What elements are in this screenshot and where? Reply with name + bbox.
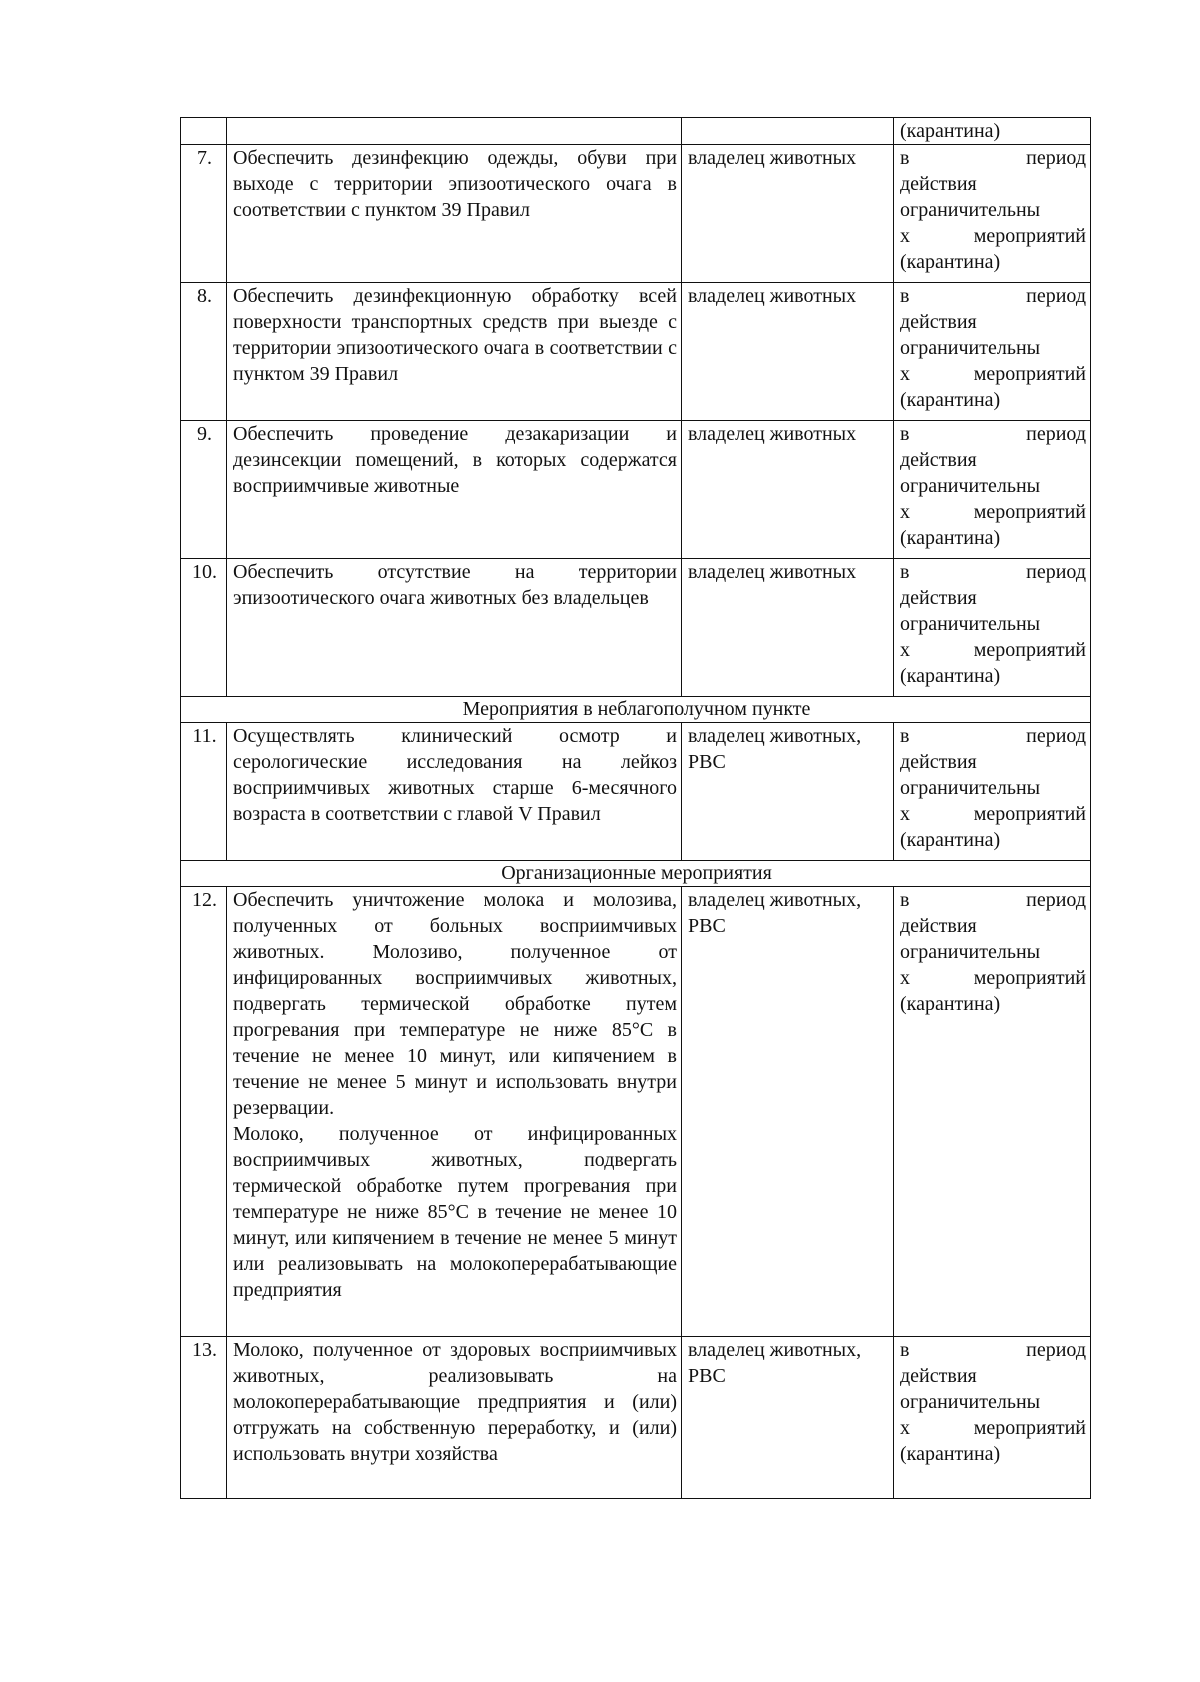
term-word: х: [900, 225, 910, 247]
term-line: (карантина): [900, 829, 1001, 851]
action-cell: Обеспечить дезинфекционную обработку всей поверхности транспортных средств при выезде с территории эпизоотического очага в соответствии с пунктом 39 Правил: [227, 283, 682, 421]
term-word: в: [900, 1339, 910, 1361]
term-word: период: [1026, 889, 1086, 911]
term-word: мероприятий: [973, 363, 1086, 385]
term-line: (карантина): [900, 389, 1001, 411]
measures-table: [180, 117, 1091, 1499]
term-word: мероприятий: [973, 639, 1086, 661]
row-number: 7.: [181, 145, 227, 283]
term-word: мероприятий: [973, 967, 1086, 989]
term-line: ограничительны: [900, 475, 1041, 497]
term-line: (карантина): [900, 665, 1001, 687]
term-word: х: [900, 967, 910, 989]
section-title: Мероприятия в неблагополучном пункте: [181, 697, 1091, 723]
term-cell: [894, 723, 1091, 861]
number-cell: [181, 118, 227, 145]
term-line: действия: [900, 587, 977, 609]
action-cell: Обеспечить дезинфекцию одежды, обуви при выходе с территории эпизоотического очага в соответствии с пунктом 39 Правил: [227, 145, 682, 283]
action-paragraph: Обеспечить уничтожение молока и молозива, полученных от больных восприимчивых животных. Молозиво, полученное от инфицированных восприимчивых животных, подвергать термической обработке путем прогревания при температуре не ниже 85°C в течение не менее 10 минут, или кипячением в течение не менее 5 минут и использовать внутри резервации.: [233, 889, 677, 1119]
term-line: ограничительны: [900, 941, 1041, 963]
term-word: в: [900, 423, 910, 445]
table-row: [181, 887, 1091, 1337]
section-header-row: [181, 697, 1091, 723]
action-cell: Молоко, полученное от здоровых восприимчивых животных, реализовывать на молокоперерабатывающие предприятия и (или) отгружать на собственную переработку, и (или) использовать внутри хозяйства: [227, 1337, 682, 1499]
action-cell: Обеспечить отсутствие на территории эпизоотического очага животных без владельцев: [227, 559, 682, 697]
responsible-cell: владелец животных, РВС: [682, 887, 894, 1337]
action-paragraph: Молоко, полученное от инфицированных восприимчивых животных, подвергать термической обработке путем прогревания при температуре не ниже 85°C в течение не менее 10 минут, или кипячением в течение не менее 5 минут или реализовывать на молокоперерабатывающие предприятия: [233, 1123, 677, 1301]
table-row: [181, 559, 1091, 697]
term-word: мероприятий: [973, 1417, 1086, 1439]
term-word: х: [900, 639, 910, 661]
responsible-cell: владелец животных: [682, 421, 894, 559]
term-word: период: [1026, 725, 1086, 747]
responsible-cell: владелец животных: [682, 283, 894, 421]
term-word: х: [900, 803, 910, 825]
row-number: 9.: [181, 421, 227, 559]
term-word: мероприятий: [973, 501, 1086, 523]
table-row: [181, 421, 1091, 559]
term-cell: [894, 421, 1091, 559]
section-title: Организационные мероприятия: [181, 861, 1091, 887]
term-word: х: [900, 363, 910, 385]
term-word: х: [900, 501, 910, 523]
action-cell: [227, 118, 682, 145]
term-word: в: [900, 561, 910, 583]
term-cell: (карантина): [894, 118, 1091, 145]
responsible-cell: владелец животных: [682, 559, 894, 697]
term-cell: [894, 1337, 1091, 1499]
term-word: период: [1026, 561, 1086, 583]
term-line: (карантина): [900, 527, 1001, 549]
table-row: [181, 1337, 1091, 1499]
action-cell: Осуществлять клинический осмотр и серологические исследования на лейкоз восприимчивых животных старше 6-месячного возраста в соответствии с главой V Правил: [227, 723, 682, 861]
table-row-continuation: [181, 118, 1091, 145]
action-cell: [227, 887, 682, 1337]
term-cell: [894, 283, 1091, 421]
term-line: действия: [900, 751, 977, 773]
row-number: 8.: [181, 283, 227, 421]
term-line: действия: [900, 311, 977, 333]
term-word: период: [1026, 1339, 1086, 1361]
term-cell: [894, 887, 1091, 1337]
row-number: 13.: [181, 1337, 227, 1499]
term-line: (карантина): [900, 993, 1001, 1015]
section-header-row: [181, 861, 1091, 887]
table-row: [181, 283, 1091, 421]
term-word: мероприятий: [973, 225, 1086, 247]
term-word: х: [900, 1417, 910, 1439]
term-line: ограничительны: [900, 199, 1041, 221]
term-cell: [894, 559, 1091, 697]
term-cell: [894, 145, 1091, 283]
term-line: действия: [900, 915, 977, 937]
row-number: 11.: [181, 723, 227, 861]
term-line: ограничительны: [900, 777, 1041, 799]
table-row: [181, 723, 1091, 861]
term-word: в: [900, 285, 910, 307]
term-line: действия: [900, 449, 977, 471]
term-word: в: [900, 725, 910, 747]
action-cell: Обеспечить проведение дезакаризации и дезинсекции помещений, в которых содержатся восприимчивые животные: [227, 421, 682, 559]
term-line: ограничительны: [900, 337, 1041, 359]
term-word: период: [1026, 423, 1086, 445]
row-number: 10.: [181, 559, 227, 697]
term-word: период: [1026, 147, 1086, 169]
term-line: действия: [900, 173, 977, 195]
term-line: (карантина): [900, 251, 1001, 273]
term-word: период: [1026, 285, 1086, 307]
term-line: (карантина): [900, 1443, 1001, 1465]
term-line: ограничительны: [900, 613, 1041, 635]
term-word: в: [900, 147, 910, 169]
responsible-cell: владелец животных, РВС: [682, 1337, 894, 1499]
term-word: мероприятий: [973, 803, 1086, 825]
table-row: [181, 145, 1091, 283]
responsible-cell: владелец животных: [682, 145, 894, 283]
responsible-cell: владелец животных, РВС: [682, 723, 894, 861]
row-number: 12.: [181, 887, 227, 1337]
responsible-cell: [682, 118, 894, 145]
term-line: действия: [900, 1365, 977, 1387]
term-word: в: [900, 889, 910, 911]
term-line: ограничительны: [900, 1391, 1041, 1413]
